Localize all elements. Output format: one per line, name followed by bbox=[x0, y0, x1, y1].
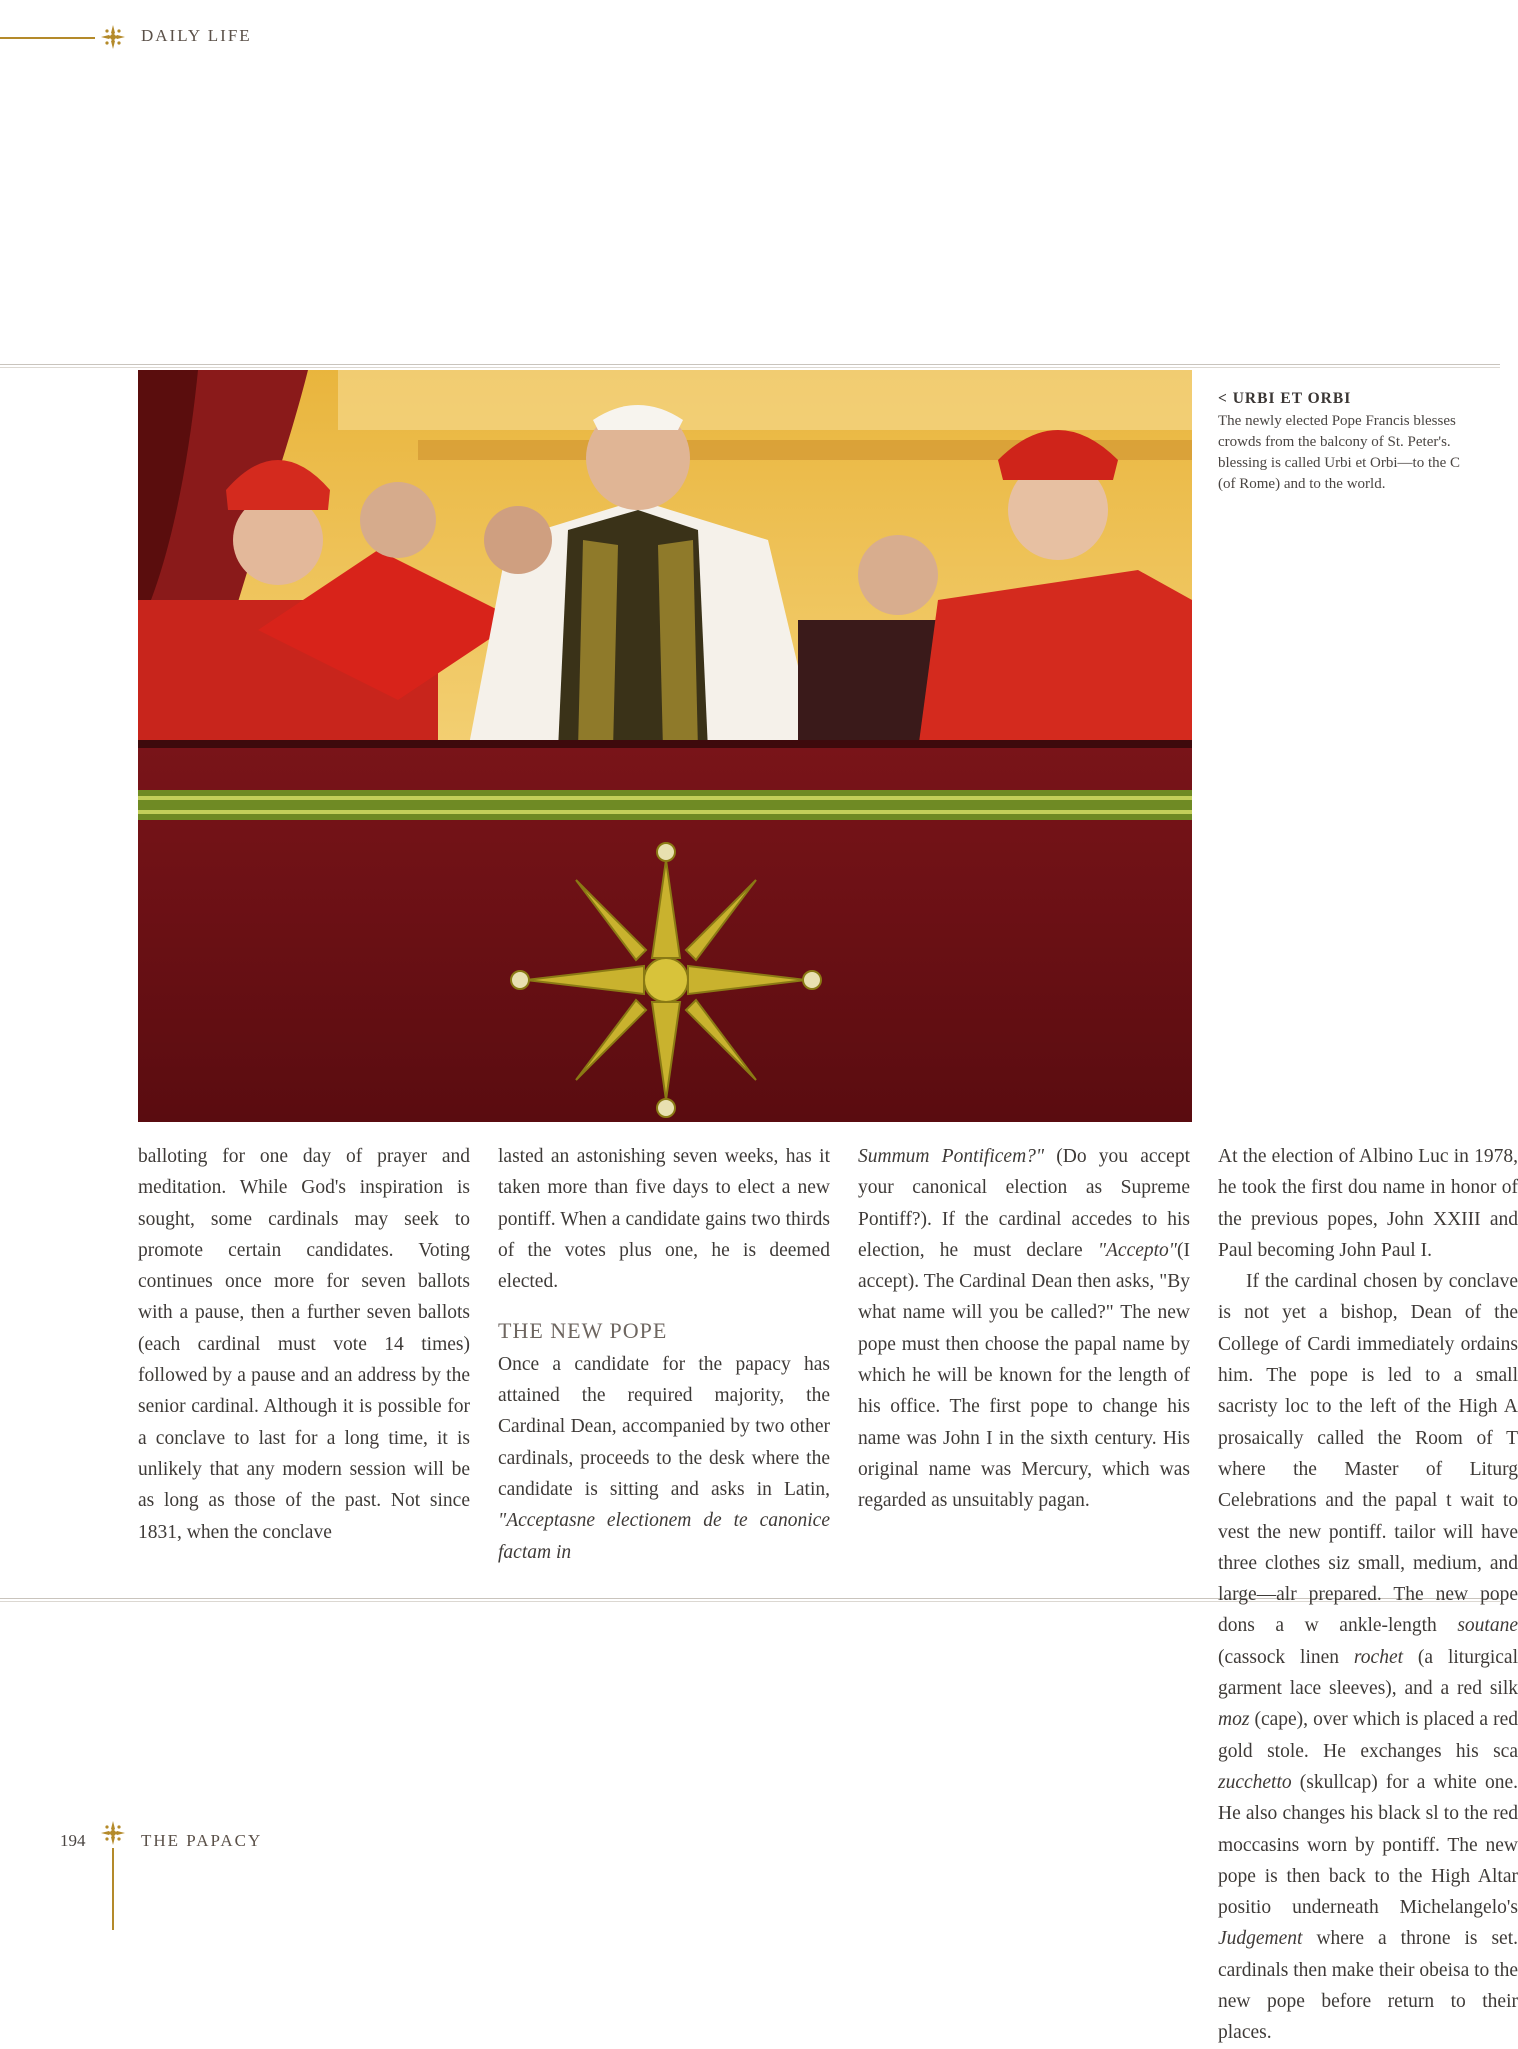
top-rule bbox=[0, 364, 1500, 365]
text-column-4-clip bbox=[1218, 1141, 1518, 2044]
caption-text: The newly elected Pope Francis blesses crowds from the balcony of St. Peter's. blessing is called Urbi et Orbi—to the C (of Rome) and to the world. bbox=[1218, 413, 1461, 492]
paragraph: Summum Pontificem?" (Do you accept your canonical election as Supreme Pontiff?). If the cardinal accedes to his election, he must declare "Accepto"(I accept). The Cardinal Dean then asks, "By what name will you be called?" The new pope must then choose the papal name by which he will be known for the length of his office. The first pope to change his name was John I in the sixth century. His original name was Mercury, which was regarded as unsuitably pagan. bbox=[858, 1146, 1190, 1512]
subheading-new-pope: THE NEW POPE bbox=[498, 1318, 668, 1344]
top-rule-thin bbox=[0, 367, 1500, 368]
paragraph: lasted an astonishing seven weeks, has it taken more than five days to elect a new pontiff. When a candidate gains two thirds of the votes plus one, he is deemed elected. bbox=[498, 1146, 830, 1293]
paragraph: If the cardinal chosen by conclave is not yet a bishop, Dean of the College of Cardi immediately ordains him. The pope is led to a small sacristy loc to the left of the High A prosaically called the Room of T where the Master of Liturg Celebrations and the papal t wait to vest the new pontiff. tailor will have three clothes siz small, medium, and large—alr prepared. The new pope dons a w ankle-length soutane (cassock linen rochet (a liturgical garment lace sleeves), and a red silk moz (cape), over which is placed a red gold stole. He exchanges his sca zucchetto (skullcap) for a white one. He also changes his black sl to the red moccasins worn by pontiff. The new pope is then back to the High Altar positio underneath Michelangelo's Judgement where a throne is set. cardinals then make their obeisa to the new pope before return to their places. bbox=[1218, 1271, 1518, 2044]
footer-rule bbox=[112, 1848, 114, 1930]
caption-title: < URBI ET ORBI bbox=[1218, 390, 1352, 407]
paragraph: balloting for one day of prayer and meditation. While God's inspiration is sought, some cardinals may seek to promote certain candidates. Voting continues once more for seven ballots with a pause, then a further seven ballots (each cardinal must vote 14 times) followed by a pause and an address by the senior cardinal. Although it is possible for a conclave to last for a long time, it is unlikely that any modern session will be as long as those of the past. Not since 1831, when the conclave bbox=[138, 1146, 470, 1543]
photo-caption bbox=[1218, 390, 1500, 495]
page-number: 194 bbox=[60, 1831, 86, 1850]
text-column-1 bbox=[138, 1141, 470, 1548]
paragraph: Once a candidate for the papacy has attained the required majority, the Cardinal Dean, accompanied by two other cardinals, proceeds to the desk where the candidate is sitting and asks in Latin, "Acceptasne electionem de te canonice factam in bbox=[498, 1353, 830, 1563]
header-rule bbox=[0, 37, 95, 39]
paragraph: At the election of Albino Luc in 1978, he took the first dou name in honor of the previous popes, John XXIII and Paul becoming John Paul I. bbox=[1218, 1146, 1518, 1261]
balcony-photo bbox=[138, 370, 1192, 1122]
section-label: DAILY LIFE bbox=[141, 26, 252, 45]
fleur-ornament-icon bbox=[100, 1820, 126, 1846]
book-title: THE PAPACY bbox=[141, 1831, 263, 1850]
caption-arrow-icon: < bbox=[1218, 390, 1228, 407]
text-column-3 bbox=[858, 1141, 1190, 1517]
fleur-ornament-icon bbox=[100, 24, 126, 50]
text-column-4 bbox=[1218, 1141, 1518, 2049]
text-column-2 bbox=[498, 1141, 830, 1568]
